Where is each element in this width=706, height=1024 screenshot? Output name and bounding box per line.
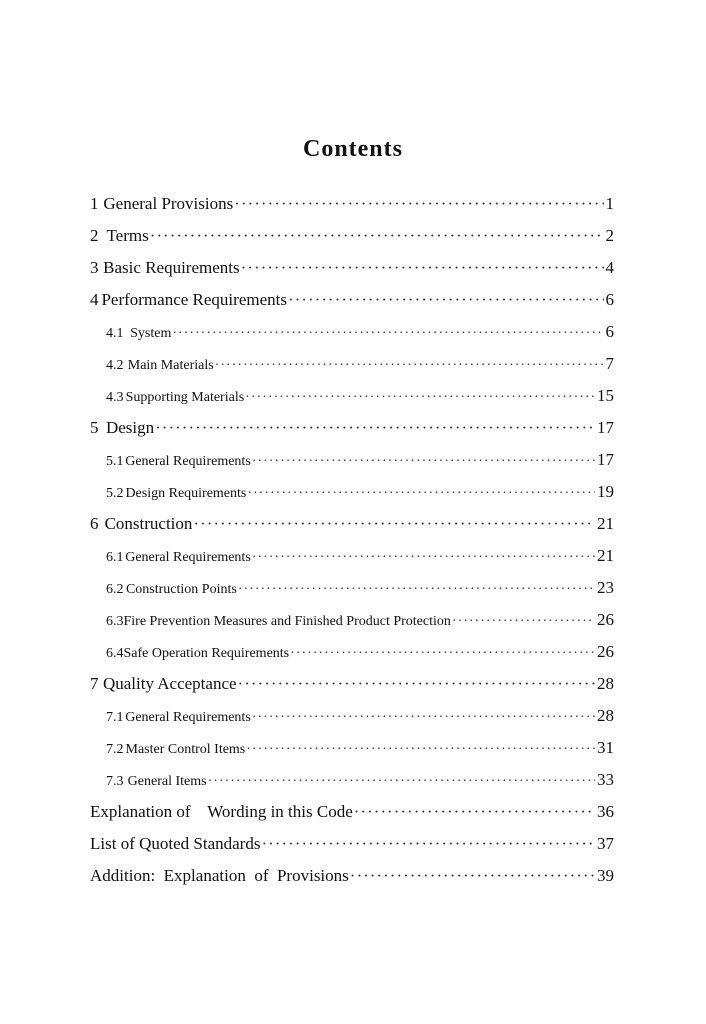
toc-entry[interactable] bbox=[90, 674, 614, 694]
toc-leader-dots bbox=[238, 582, 595, 598]
toc-entry[interactable] bbox=[106, 770, 614, 790]
toc-entry-number: 4.3 bbox=[106, 390, 124, 405]
toc-entry[interactable] bbox=[106, 386, 614, 406]
toc-entry-number: 4 bbox=[90, 290, 99, 309]
toc-entry-number: 5 bbox=[90, 418, 99, 437]
toc-entry-page: 23 bbox=[597, 578, 614, 597]
toc-entry-label: Construction bbox=[104, 514, 193, 533]
toc-entry[interactable] bbox=[90, 802, 614, 822]
toc-entry-label: Construction Points bbox=[125, 582, 237, 597]
toc-entry-number: 6.2 bbox=[106, 582, 124, 597]
toc-leader-dots bbox=[252, 550, 595, 566]
toc-leader-dots bbox=[246, 742, 595, 758]
toc-entry-page: 28 bbox=[597, 706, 614, 725]
toc-leader-dots bbox=[350, 866, 595, 886]
toc-entry[interactable] bbox=[90, 290, 614, 310]
toc-entry-page: 39 bbox=[597, 866, 614, 885]
toc-leader-dots bbox=[172, 326, 603, 342]
toc-entry-page: 7 bbox=[605, 354, 614, 373]
toc-entry-label: Design bbox=[105, 418, 155, 437]
toc-entry-number: 7 bbox=[90, 674, 99, 693]
toc-leader-dots bbox=[193, 514, 595, 534]
toc-leader-dots bbox=[452, 614, 595, 630]
toc-entry[interactable] bbox=[90, 418, 614, 438]
toc-entry-label: List of Quoted Standards bbox=[90, 834, 261, 853]
toc-entry-label: General Requirements bbox=[125, 550, 251, 565]
toc-entry-number: 6 bbox=[90, 514, 99, 533]
toc-leader-dots bbox=[234, 194, 603, 214]
toc-entry-page: 1 bbox=[605, 194, 614, 213]
toc-entry-page: 17 bbox=[597, 418, 614, 437]
toc-entry-page: 19 bbox=[597, 482, 614, 501]
toc-entry[interactable] bbox=[106, 738, 614, 758]
toc-entry[interactable] bbox=[90, 866, 614, 886]
toc-entry[interactable] bbox=[90, 834, 614, 854]
toc-leader-dots bbox=[238, 674, 595, 694]
toc-entry-page: 31 bbox=[597, 738, 614, 757]
toc-entry[interactable] bbox=[106, 482, 614, 502]
toc-entry-page: 2 bbox=[605, 226, 614, 245]
toc-entry-label: Master Control Items bbox=[125, 742, 246, 757]
toc-entry-number: 7.1 bbox=[106, 710, 124, 725]
toc-entry-label: Explanation of Wording in this Code bbox=[90, 802, 353, 821]
toc-entry-number: 6.3 bbox=[106, 614, 124, 629]
toc-leader-dots bbox=[150, 226, 604, 246]
toc-entry[interactable] bbox=[106, 578, 614, 598]
toc-entry-label: Supporting Materials bbox=[125, 390, 245, 405]
toc-entry-page: 28 bbox=[597, 674, 614, 693]
toc-entry-page: 6 bbox=[605, 290, 614, 309]
toc-entry-label: Terms bbox=[106, 226, 149, 245]
toc-entry-label: Fire Prevention Measures and Finished Product Protection bbox=[123, 614, 451, 629]
toc-leader-dots bbox=[252, 454, 595, 470]
toc-entry-number: 7.2 bbox=[106, 742, 124, 757]
toc-entry-label: Performance Requirements bbox=[101, 290, 287, 309]
toc-entry[interactable] bbox=[90, 258, 614, 278]
toc-leader-dots bbox=[215, 358, 604, 374]
toc-leader-dots bbox=[288, 290, 604, 310]
toc-entry-number: 4.2 bbox=[106, 358, 124, 373]
toc-entry-label: Addition: Explanation of Provisions bbox=[90, 866, 349, 885]
toc-entry-label: General Items bbox=[127, 774, 207, 789]
page-title: Contents bbox=[302, 136, 403, 162]
toc-entry-number: 3 bbox=[90, 258, 99, 277]
toc-entry-number: 2 bbox=[90, 226, 99, 245]
toc-entry[interactable] bbox=[106, 354, 614, 374]
toc-leader-dots bbox=[155, 418, 595, 438]
toc-entry-label: Basic Requirements bbox=[103, 258, 240, 277]
toc-leader-dots bbox=[261, 834, 595, 854]
toc-entry[interactable] bbox=[90, 514, 614, 534]
toc-entry-number: 6.1 bbox=[106, 550, 124, 565]
toc-entry-number: 6.4 bbox=[106, 646, 124, 661]
toc-entry-label: Design Requirements bbox=[125, 486, 247, 501]
toc-entry-page: 36 bbox=[597, 802, 614, 821]
toc-entry-number: 7.3 bbox=[106, 774, 124, 789]
toc-entry-label: Quality Acceptance bbox=[102, 674, 237, 693]
toc-entry[interactable] bbox=[106, 322, 614, 342]
toc-entry-page: 15 bbox=[597, 386, 614, 405]
toc-entry-label: General Requirements bbox=[125, 454, 251, 469]
toc-entry[interactable] bbox=[90, 226, 614, 246]
toc-entry[interactable] bbox=[106, 642, 614, 662]
toc-leader-dots bbox=[208, 774, 595, 790]
toc-entry-page: 21 bbox=[597, 514, 614, 533]
toc-entry[interactable] bbox=[106, 450, 614, 470]
toc-entry-page: 21 bbox=[597, 546, 614, 565]
toc-entry-page: 17 bbox=[597, 450, 614, 469]
toc-entry-number: 4.1 bbox=[106, 326, 124, 341]
toc-entry-page: 4 bbox=[605, 258, 614, 277]
toc-entry[interactable] bbox=[90, 194, 614, 214]
toc-entry-page: 6 bbox=[605, 322, 614, 341]
toc-entry-label: General Provisions bbox=[103, 194, 234, 213]
toc-entry-page: 37 bbox=[597, 834, 614, 853]
toc-entry-label: General Requirements bbox=[125, 710, 251, 725]
toc-leader-dots bbox=[245, 390, 595, 406]
toc-entry[interactable] bbox=[106, 706, 614, 726]
toc-entry-label: Safe Operation Requirements bbox=[123, 646, 290, 661]
toc-entry-number: 1 bbox=[90, 194, 99, 213]
toc-entry-page: 26 bbox=[597, 642, 614, 661]
toc-entry-page: 26 bbox=[597, 610, 614, 629]
toc-entry[interactable] bbox=[106, 546, 614, 566]
toc-entry[interactable] bbox=[106, 610, 614, 630]
toc-leader-dots bbox=[290, 646, 595, 662]
toc-entry-label: Main Materials bbox=[127, 358, 214, 373]
toc-leader-dots bbox=[247, 486, 595, 502]
toc-entry-number: 5.1 bbox=[106, 454, 124, 469]
toc-entry-page: 33 bbox=[597, 770, 614, 789]
toc-entry-number: 5.2 bbox=[106, 486, 124, 501]
toc-entry-label: System bbox=[130, 326, 172, 341]
toc-leader-dots bbox=[241, 258, 604, 278]
toc-leader-dots bbox=[252, 710, 595, 726]
toc-leader-dots bbox=[354, 802, 595, 822]
